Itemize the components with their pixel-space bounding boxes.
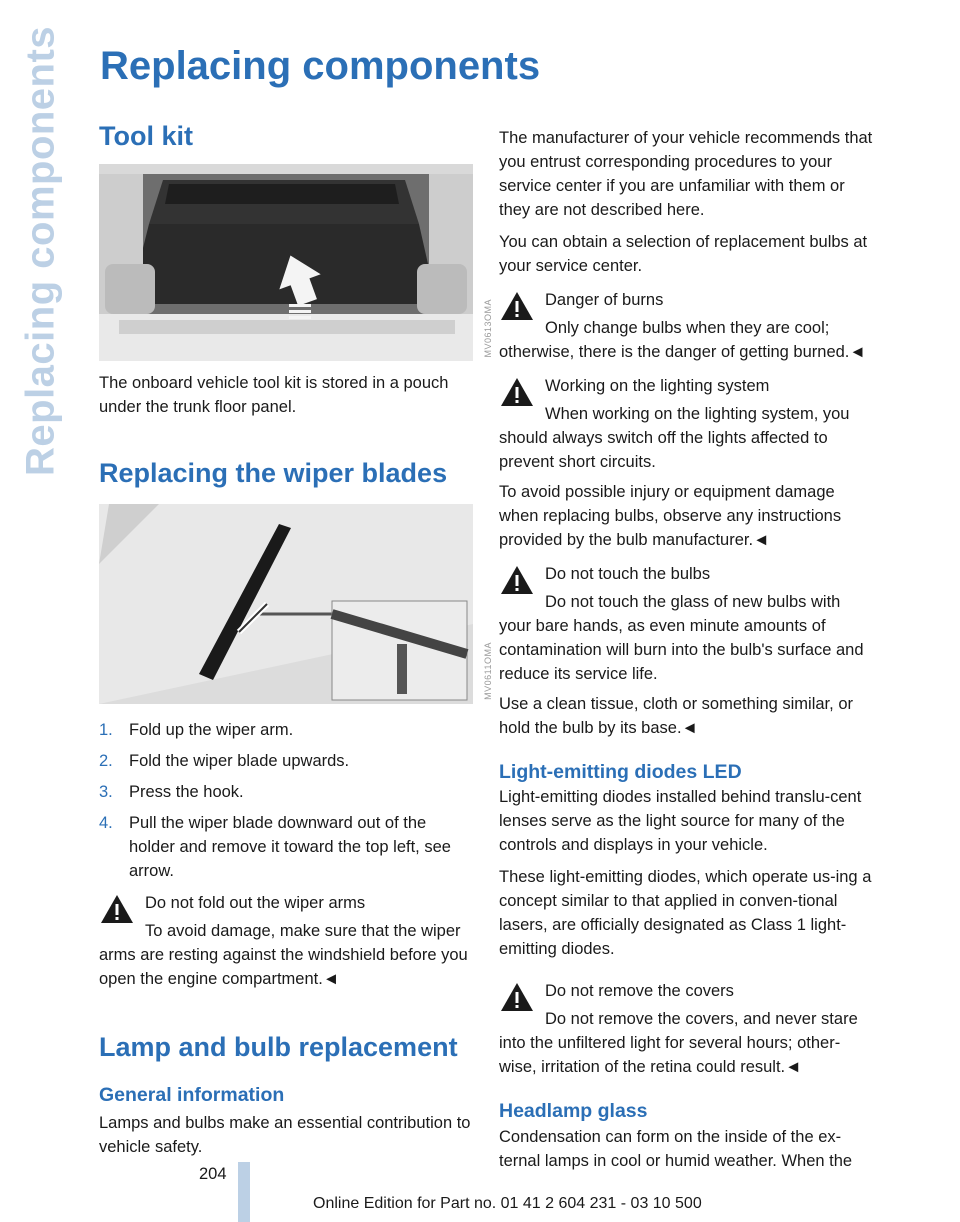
warning-title: Do not touch the bulbs: [545, 565, 711, 583]
paragraph: You can obtain a selection of replacement bulbs at your service center.: [499, 233, 868, 275]
paragraph: Use a clean tissue, cloth or something similar, or hold the bulb by its base.◄: [499, 695, 853, 737]
warning-touch-bulbs: [499, 562, 873, 686]
warning-covers: [499, 979, 873, 1079]
list-item: 3. Press the hook.: [99, 782, 244, 801]
warning-triangle-icon: [499, 981, 535, 1013]
general-info-text: Lamps and bulbs make an essential contribution to vehicle safety.: [99, 1113, 471, 1156]
lamp-heading: Lamp and bulb replacement: [99, 1031, 458, 1062]
warning-title: Danger of burns: [545, 291, 664, 309]
warning-triangle-icon: [99, 893, 135, 925]
paragraph: Light-emitting diodes installed behind translu-cent lenses serve as the light source for many of the controls and displays in your vehicle.: [499, 788, 862, 855]
warning-wiper: [99, 891, 473, 991]
paragraph: Condensation can form on the inside of the ex-ternal lamps in cool or humid weather. When the: [499, 1127, 853, 1170]
list-item: 4. Pull the wiper blade downward out of the holder and remove it toward the top left, see arrow.: [99, 813, 451, 880]
warning-title: Do not fold out the wiper arms: [145, 893, 366, 912]
warning-text: Do not touch the glass of new bulbs with your bare hands, as even minute amounts of contamination will burn into the bulb's surface and reduce its service life.: [499, 593, 864, 683]
image-code-label: MV0613OMA: [483, 298, 493, 358]
trunk-illustration: [99, 164, 473, 361]
wiper-heading: Replacing the wiper blades: [99, 458, 448, 489]
paragraph: The manufacturer of your vehicle recommends that you entrust corresponding procedures to your service center if you are unfamiliar with them or they are not described here.: [499, 129, 873, 219]
warning-triangle-icon: [499, 564, 535, 596]
tool-kit-image: [99, 164, 493, 361]
footer-bar: [238, 1162, 250, 1222]
warning-triangle-icon: [499, 290, 535, 322]
paragraph: These light-emitting diodes, which operate us-ing a concept similar to that applied in conven-tional lasers, are officially designated as Class 1 light-emitting diodes.: [499, 868, 872, 959]
warning-title: Working on the lighting system: [545, 377, 770, 395]
general-info-heading: General information: [99, 1084, 285, 1107]
paragraph: To avoid possible injury or equipment damage when replacing bulbs, observe any instructions provided by the bulb manufacturer.◄: [499, 483, 842, 549]
page-number: 204: [199, 1165, 227, 1183]
warning-text: When working on the lighting system, you should always switch off the lights affected to prevent short circuits.: [499, 405, 850, 471]
image-code-label: MV0611OMA: [483, 641, 493, 700]
list-item: 1. Fold up the wiper arm.: [99, 720, 294, 739]
warning-text: Only change bulbs when they are cool; otherwise, there is the danger of getting burned.◄: [499, 319, 866, 361]
warning-burns: [499, 288, 873, 364]
left-column: [99, 120, 493, 1159]
page-title: Replacing components: [100, 44, 541, 88]
wiper-illustration: [99, 504, 473, 704]
led-heading: Light-emitting diodes LED: [499, 761, 742, 783]
tool-kit-heading: Tool kit: [99, 121, 193, 151]
warning-text: To avoid damage, make sure that the wiper arms are resting against the windshield before you open the engine compartment.◄: [99, 921, 468, 988]
warning-title: Do not remove the covers: [545, 982, 734, 1001]
side-section-title: Replacing components: [18, 25, 63, 476]
wiper-image: [99, 504, 493, 704]
list-item: 2. Fold the wiper blade upwards.: [99, 751, 350, 770]
right-column: [499, 126, 873, 1173]
wiper-steps-list: [99, 718, 473, 883]
tool-kit-text: The onboard vehicle tool kit is stored in a pouch under the trunk floor panel.: [99, 374, 449, 417]
warning-text: Do not remove the covers, and never stare into the unfiltered light for several hours; other-wise, irritation of the retina could result.◄: [499, 1010, 858, 1077]
warning-lighting: [499, 374, 873, 474]
edition-footer: Online Edition for Part no. 01 41 2 604 231 - 03 10 500: [313, 1195, 702, 1212]
warning-triangle-icon: [499, 376, 535, 408]
headlamp-heading: Headlamp glass: [499, 1100, 648, 1123]
